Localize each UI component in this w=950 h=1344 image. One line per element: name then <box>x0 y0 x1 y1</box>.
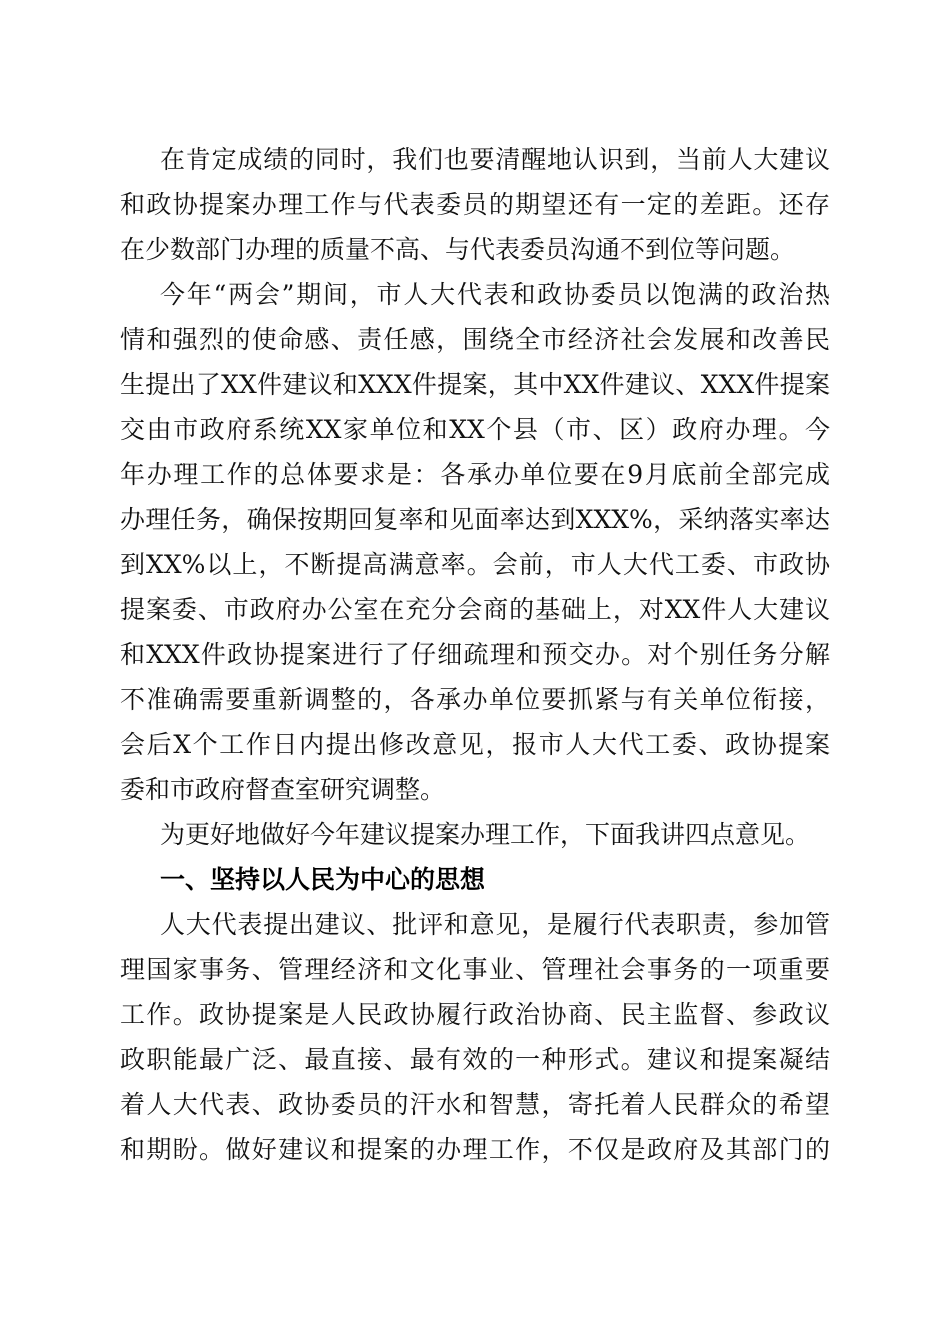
paragraph-2-line-9: 和XXX件政协提案进行了仔细疏理和预交办。对个别任务分解 <box>120 640 830 669</box>
paragraph-2-line-7: 到XX%以上，不断提高满意率。会前，市人大代工委、市政协 <box>120 550 830 579</box>
paragraph-2-line-5: 年办理工作的总体要求是：各承办单位要在9月底前全部完成 <box>120 460 830 489</box>
paragraph-4-line-1: 人大代表提出建议、批评和意见，是履行代表职责，参加管 <box>160 910 830 939</box>
section-heading-1: 一、坚持以人民为中心的思想 <box>160 865 486 894</box>
paragraph-4-line-6: 和期盼。做好建议和提案的办理工作，不仅是政府及其部门的 <box>120 1135 830 1164</box>
paragraph-2-line-4: 交由市政府系统XX家单位和XX个县（市、区）政府办理。今 <box>120 415 830 444</box>
paragraph-2-line-11: 会后X个工作日内提出修改意见，报市人大代工委、政协提案 <box>120 730 830 759</box>
paragraph-2-line-8: 提案委、市政府办公室在充分会商的基础上，对XX件人大建议 <box>120 595 830 624</box>
paragraph-3-line-1: 为更好地做好今年建议提案办理工作，下面我讲四点意见。 <box>160 820 811 849</box>
paragraph-1-line-2: 和政协提案办理工作与代表委员的期望还有一定的差距。还存 <box>120 190 830 219</box>
paragraph-4-line-3: 工作。政协提案是人民政协履行政治协商、民主监督、参政议 <box>120 1000 830 1029</box>
paragraph-4-line-4: 政职能最广泛、最直接、最有效的一种形式。建议和提案凝结 <box>120 1045 830 1074</box>
paragraph-2-line-2: 情和强烈的使命感、责任感，围绕全市经济社会发展和改善民 <box>120 325 830 354</box>
paragraph-2-line-10: 不准确需要重新调整的，各承办单位要抓紧与有关单位衔接， <box>120 685 830 714</box>
paragraph-4-line-2: 理国家事务、管理经济和文化事业、管理社会事务的一项重要 <box>120 955 830 984</box>
paragraph-2-line-3: 生提出了XX件建议和XXX件提案，其中XX件建议、XXX件提案 <box>120 370 830 399</box>
paragraph-2-line-12: 委和市政府督查室研究调整。 <box>120 775 446 804</box>
paragraph-1-line-3: 在少数部门办理的质量不高、与代表委员沟通不到位等问题。 <box>120 235 796 264</box>
paragraph-2-line-6: 办理任务，确保按期回复率和见面率达到XXX%，采纳落实率达 <box>120 505 830 534</box>
paragraph-2-line-1: 今年“两会”期间，市人大代表和政协委员以饱满的政治热 <box>160 280 830 309</box>
paragraph-4-line-5: 着人大代表、政协委员的汗水和智慧，寄托着人民群众的希望 <box>120 1090 830 1119</box>
paragraph-1-line-1: 在肯定成绩的同时，我们也要清醒地认识到，当前人大建议 <box>160 145 830 174</box>
